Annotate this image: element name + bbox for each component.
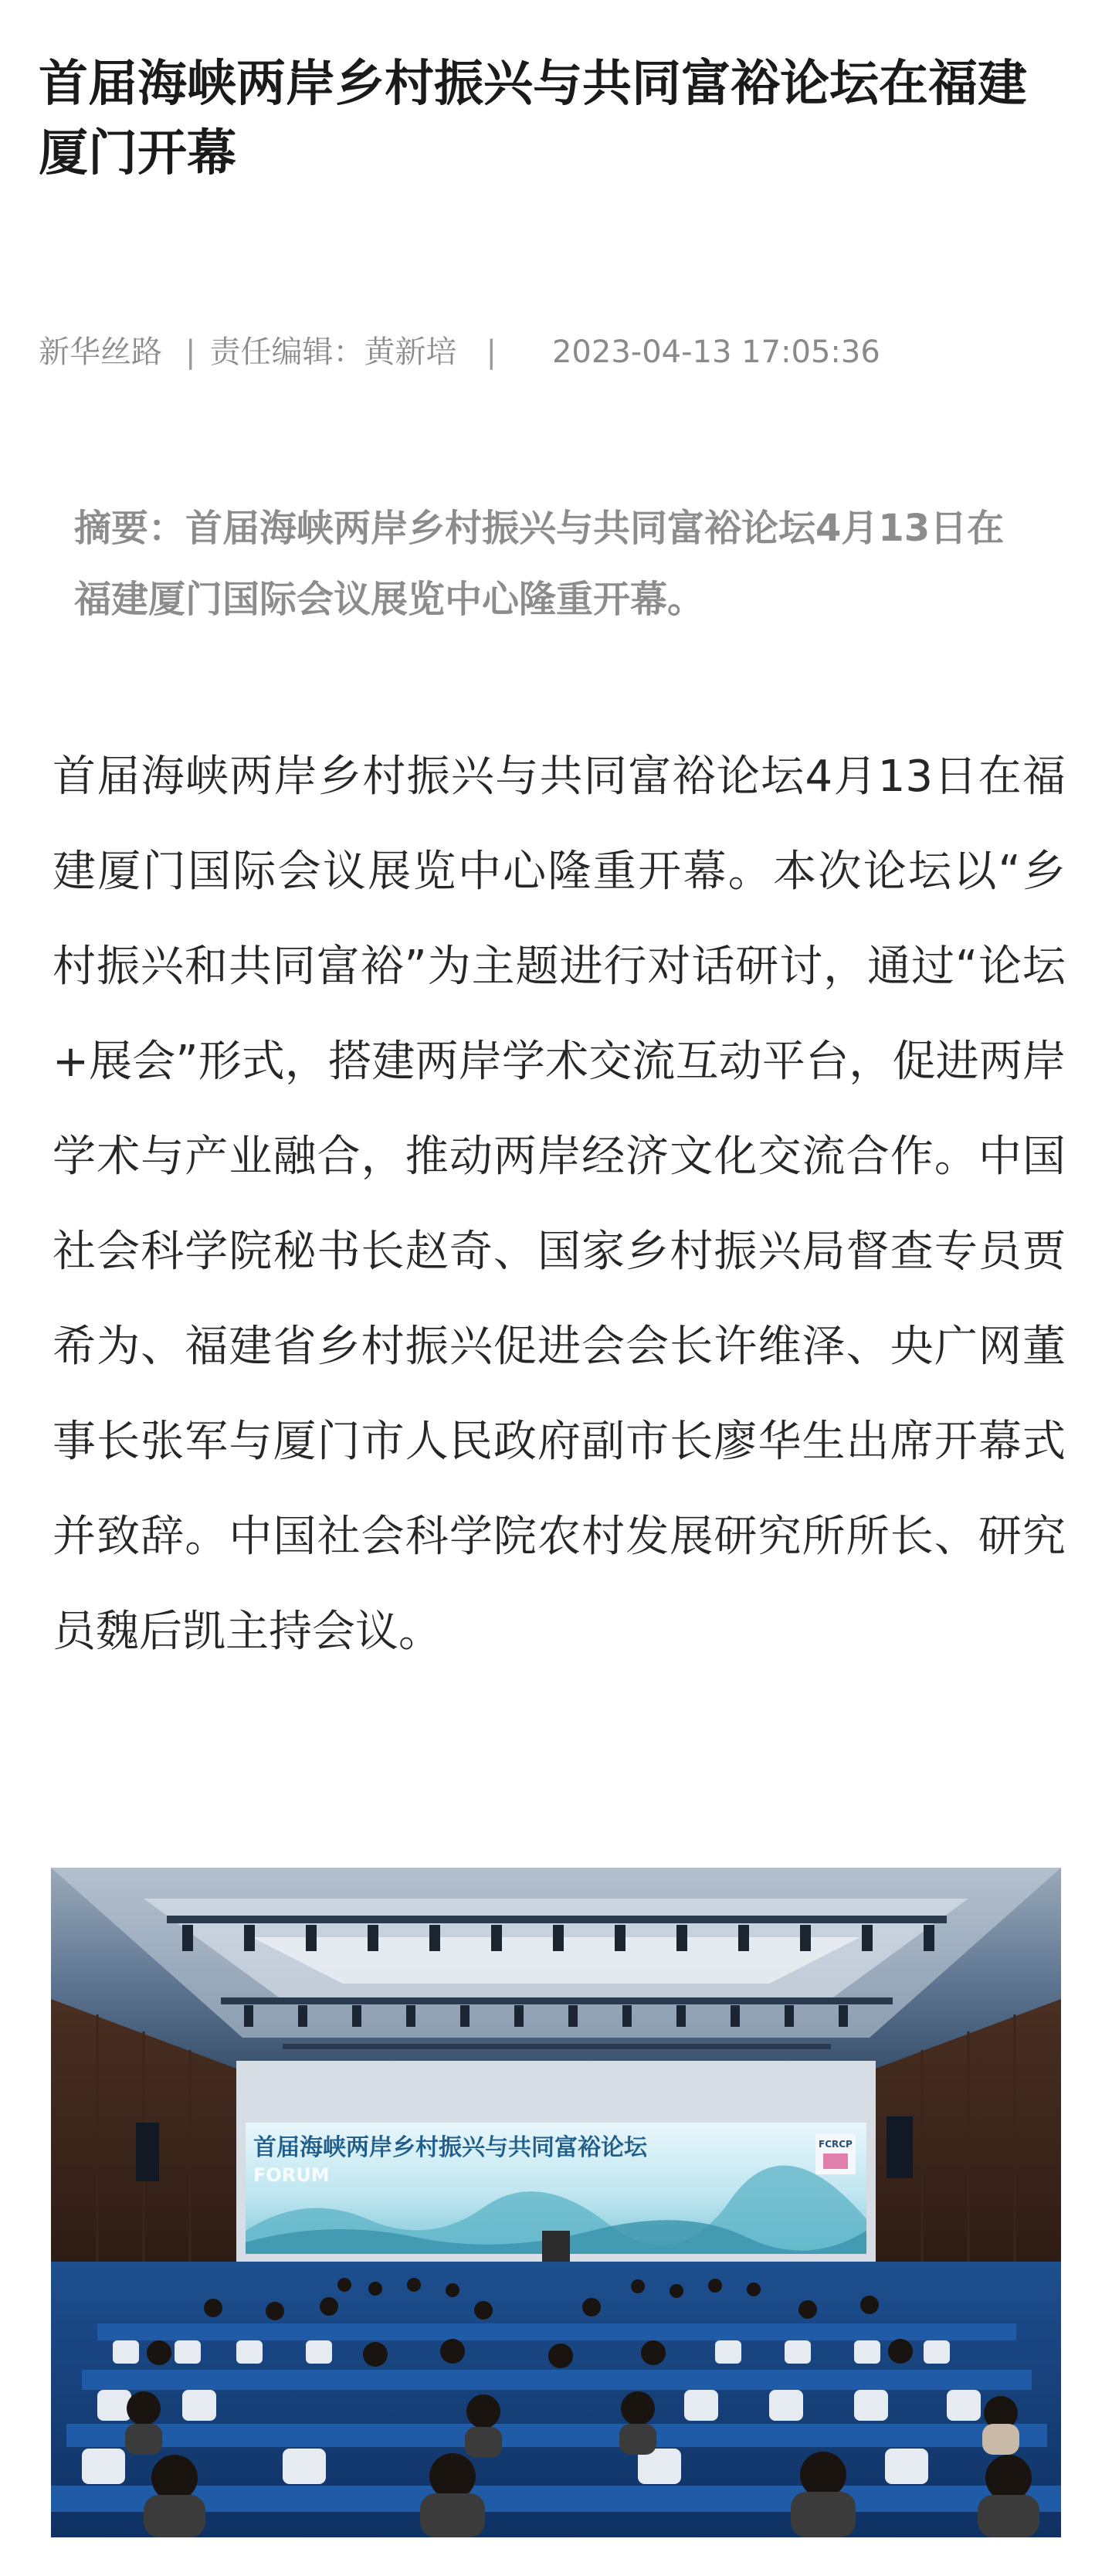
banner-title: 首届海峡两岸乡村振兴与共同富裕论坛: [253, 2134, 647, 2161]
editor-label: 责任编辑：黄新培: [209, 334, 457, 370]
venue-illustration: [51, 1868, 1061, 2537]
article-body: 首届海峡两岸乡村振兴与共同富裕论坛4月13日在福建厦门国际会议展览中心隆重开幕。本次论坛以“乡村振兴和共同富裕”为主题进行对话研讨，通过“论坛+展会”形式，搭建两岸学术交流互动平台，促进两岸学术与产业融合，推动两岸经济文化交流合作。中国社会科学院秘书长赵奇、国家乡村振兴局督查专员贾希为、福建省乡村振兴促进会会长许维泽、央广网董事长张军与厦门市人民政府副市长廖华生出席开幕式并致辞。中国社会科学院农村发展研究所所长、研究员魏后凯主持会议。: [53, 752, 1066, 1657]
publish-datetime: 2023-04-13 17:05:36: [551, 334, 880, 370]
article-title: 首届海峡两岸乡村振兴与共同富裕论坛在福建厦门开幕: [39, 56, 1027, 182]
meta-separator: |: [486, 334, 497, 370]
article-meta: [39, 331, 1073, 374]
source-label: 新华丝路: [39, 334, 162, 370]
forum-venue-photo: [51, 1868, 1061, 2537]
meta-separator: |: [185, 334, 196, 370]
podium: [542, 2231, 570, 2262]
article-summary: [49, 462, 1063, 655]
forum-logo: FCRCP: [819, 2139, 853, 2150]
banner-subtitle: FORUM: [253, 2164, 330, 2186]
summary-text: 摘要：首届海峡两岸乡村振兴与共同富裕论坛4月13日在福建厦门国际会议展览中心隆重开幕。: [74, 507, 1005, 621]
